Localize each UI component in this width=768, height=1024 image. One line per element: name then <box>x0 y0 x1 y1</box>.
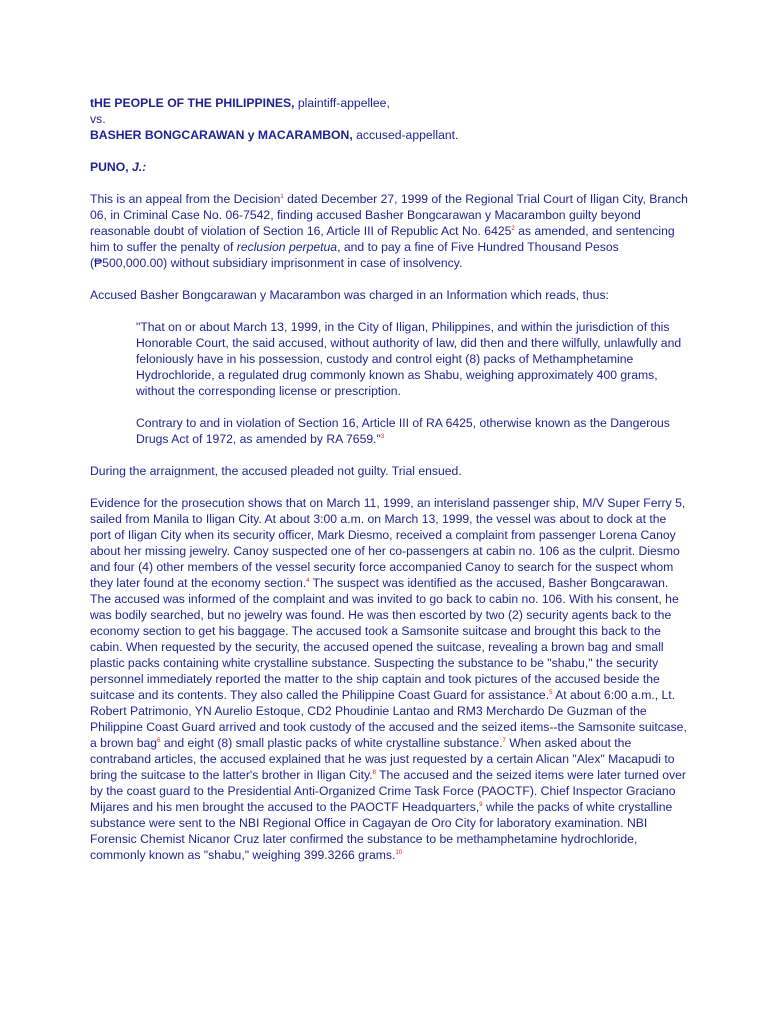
footnote-link[interactable]: 5 <box>549 689 553 696</box>
ponente-line <box>90 159 690 175</box>
footnote-link[interactable]: 7 <box>502 737 506 744</box>
paragraph-text: while the packs of white crystalline substance were sent to the NBI Regional Office in Cagayan de Oro City for laboratory examination. NBI Forensic Chemist Nicanor Cruz later confirmed the substance to be methamphetamine hydrochloride, commonly known as "shabu," weighing 399.3266 grams. <box>90 800 673 862</box>
footnote-link[interactable]: 1 <box>280 193 284 200</box>
paragraph-text: as amended, and sentencing him to suffer the penalty of <box>90 224 675 254</box>
footnote-link[interactable]: 8 <box>372 769 376 776</box>
ponente-title: J.: <box>128 160 147 174</box>
case-caption-accused <box>90 127 690 143</box>
quote-contrary <box>136 415 690 447</box>
paragraph-text: , and to pay a fine of Five Hundred Thousand Pesos (₱500,000.00) without subsidiary imprisonment in case of insolvency. <box>90 240 619 270</box>
paragraph-text: This is an appeal from the Decision <box>90 192 281 206</box>
footnote-link[interactable]: 2 <box>511 225 515 232</box>
paragraph-arraignment: During the arraignment, the accused pleaded not guilty. Trial ensued. <box>90 464 462 478</box>
paragraph-text: At about 6:00 a.m., Lt. Robert Patrimonio, YN Aurelio Estoque, CD2 Phoudinie Lantao and RM3 Merchardo De Guzman of the Philippine Coast Guard arrived and took custody of the accused and the seized items--the Samsonite suitcase, a brown bag <box>90 688 687 750</box>
paragraph-text: Contrary to and in violation of Section 16, Article III of RA 6425, otherwise known as the Dangerous Drugs Act of 1972, as amended by RA 7659." <box>136 416 670 446</box>
paragraph-text: dated December 27, 1999 of the Regional Trial Court of Iligan City, Branch 06, in Criminal Case No. 06-7542, finding accused Basher Bongcarawan y Macarambon guilty beyond reasonable doubt of violation of Section 16, Article III of Republic Act No. 6425 <box>90 192 688 238</box>
paragraph-evidence <box>90 495 690 863</box>
document-page <box>90 95 690 879</box>
footnote-link[interactable]: 9 <box>479 801 483 808</box>
plaintiff-role: plaintiff-appellee, <box>294 96 390 110</box>
paragraph-text: Evidence for the prosecution shows that on March 11, 1999, an interisland passenger ship, M/V Super Ferry 5, sailed from Manila to Iligan City. At about 3:00 a.m. on March 13, 1999, the vessel was about to dock at the port of Iligan City when its security officer, Mark Diesmo, received a complaint from passenger Lorena Canoy about her missing jewelry. Canoy suspected one of her co-passengers at cabin no. 106 as the culprit. Diesmo and four (4) other members of the vessel security force accompanied Canoy to search for the suspect whom they later found at the economy section. <box>90 496 686 590</box>
paragraph-text: The suspect was identified as the accused, Basher Bongcarawan. The accused was informed of the complaint and was invited to go back to cabin no. 106. With his consent, he was bodily searched, but no jewelry was found. He was then escorted by two (2) security agents back to the economy section to get his baggage. The accused took a Samsonite suitcase and brought this back to the cabin. When requested by the security, the accused opened the suitcase, revealing a brown bag and small plastic packs containing white crystalline substance. Suspecting the substance to be "shabu," the security personnel immediately reported the matter to the ship captain and took pictures of the accused beside the suitcase and its contents. They also called the Philippine Coast Guard for assistance. <box>90 576 679 702</box>
accused-name: BASHER BONGCARAWAN y MACARAMBON, <box>90 128 353 142</box>
accused-role: accused-appellant. <box>352 128 459 142</box>
footnote-link[interactable]: 4 <box>306 577 310 584</box>
paragraph-appeal <box>90 191 690 271</box>
emphasis-text: reclusion perpetua <box>236 240 338 254</box>
footnote-link[interactable]: 3 <box>380 433 385 440</box>
paragraph-text: The accused and the seized items were later turned over by the coast guard to the Presidential Anti-Organized Crime Task Force (PAOCTF). Chief Inspector Graciano Mijares and his men brought the accused to the PAOCTF Headquarters, <box>90 768 686 814</box>
paragraph-text: and eight (8) small plastic packs of white crystalline substance. <box>160 736 503 750</box>
paragraph-text: When asked about the contraband articles, the accused explained that he was just requested by a certain Alican "Alex" Macapudi to bring the suitcase to the latter's brother in Iligan City. <box>90 736 675 782</box>
case-caption-plaintiff <box>90 95 690 111</box>
paragraph-information-intro: Accused Basher Bongcarawan y Macarambon was charged in an Information which reads, thus: <box>90 288 609 302</box>
ponente-name: PUNO, <box>90 160 129 174</box>
case-caption-vs: vs. <box>90 112 106 126</box>
footnote-link[interactable]: 6 <box>157 737 161 744</box>
quote-information: "That on or about March 13, 1999, in the City of Iligan, Philippines, and within the jurisdiction of this Honorable Court, the said accused, without authority of law, did then and there wilfully, unlawfully and feloniously have in his possession, custody and control eight (8) packs of Methamphetamine Hydrochloride, a regulated drug commonly known as Shabu, weighing approximately 400 grams, without the corresponding license or prescription. <box>136 320 682 398</box>
footnote-link[interactable]: 10 <box>395 849 403 856</box>
plaintiff-name: tHE PEOPLE OF THE PHILIPPINES, <box>90 96 295 110</box>
